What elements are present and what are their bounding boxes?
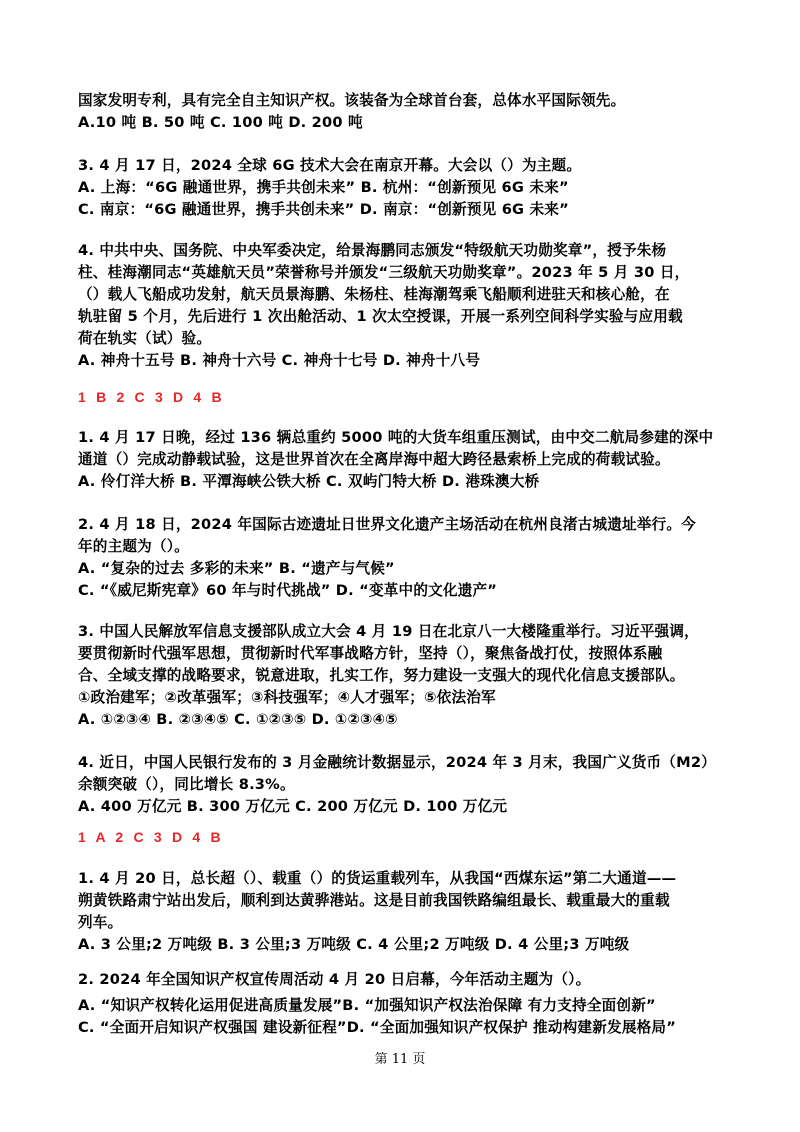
question-line: 3. 中国人民解放军信息支援部队成立大会 4 月 19 日在北京八一大楼隆重举行。习近平强调， — [78, 623, 699, 640]
question-line: 柱、桂海潮同志“英雄航天员”荣誉称号并颁发“三级航天功勋奖章”。2023 年 5 月 30 日， — [78, 264, 690, 281]
question-line: 要贯彻新时代强军思想，贯彻新时代军事战略方针，坚持（），聚焦备战打仗，按照体系融 — [78, 645, 663, 662]
question-line: 轨驻留 5 个月，先后进行 1 次出舱活动、1 次太空授课，开展一系列空间科学实验与应用载 — [78, 308, 683, 325]
question-line: A.10 吨 B. 50 吨 C. 100 吨 D. 200 吨 — [78, 114, 363, 131]
answer-key: 1 A 2 C 3 D 4 B — [78, 829, 224, 845]
question-line: 国家发明专利，具有完全自主知识产权。该装备为全球首台套，总体水平国际领先。 — [78, 92, 626, 109]
question-line: A. 上海：“6G 融通世界，携手共创未来” B. 杭州：“创新预见 6G 未来” — [78, 179, 569, 196]
question-line: A. 神舟十五号 B. 神舟十六号 C. 神舟十七号 D. 神舟十八号 — [78, 352, 481, 369]
question-line: 3. 4 月 17 日，2024 全球 6G 技术大会在南京开幕。大会以（）为主题。 — [78, 157, 582, 174]
question-line: 1. 4 月 17 日晚，经过 136 辆总重约 5000 吨的大货车组重压测试，由中交二航局参建的深中 — [78, 429, 714, 446]
question-line: 朔黄铁路肃宁站出发后，顺利到达黄骅港站。这是目前我国铁路编组最长、载重最大的重载 — [78, 892, 670, 909]
question-line: （）载人飞船成功发射，航天员景海鹏、朱杨柱、桂海潮驾乘飞船顺利进驻天和核心舱，在 — [78, 286, 670, 303]
question-line: 4. 近日，中国人民银行发布的 3 月金融统计数据显示，2024 年 3 月末，我国广义货币（M2） — [78, 754, 716, 771]
question-line: 列车。 — [78, 914, 123, 931]
question-line: 2. 4 月 18 日，2024 年国际古迹遗址日世界文化遗产主场活动在杭州良渚古城遗址举行。今 — [78, 516, 696, 533]
question-line: 通道（）完成动静载试验，这是世界首次在全离岸海中超大跨径悬索桥上完成的荷载试验。 — [78, 451, 670, 468]
question-line: A. 3 公里;2 万吨级 B. 3 公里;3 万吨级 C. 4 公里;2 万吨级 D. 4 公里;3 万吨级 — [78, 936, 630, 953]
question-line: 1. 4 月 20 日，总长超（）、载重（）的货运重载列车，从我国“西煤东运”第二大通道—— — [78, 870, 677, 887]
question-line: A. “知识产权转化运用促进高质量发展”B. “加强知识产权法治保障 有力支持全面创新” — [78, 997, 656, 1014]
question-line: C. “《威尼斯宪章》60 年与时代挑战” D. “变革中的文化遗产” — [78, 582, 498, 599]
question-line: 年的主题为（）。 — [78, 538, 190, 555]
question-line: 2. 2024 年全国知识产权宣传周活动 4 月 20 日启幕，今年活动主题为（）。 — [78, 971, 591, 988]
question-line: A. 400 万亿元 B. 300 万亿元 C. 200 万亿元 D. 100 万亿元 — [78, 798, 508, 815]
question-line: A. “复杂的过去 多彩的未来” B. “遗产与气候” — [78, 560, 395, 577]
page-number: 第 11 页 — [374, 1052, 426, 1067]
question-line: C. “全面开启知识产权强国 建设新征程”D. “全面加强知识产权保护 推动构建新发展格局” — [78, 1019, 676, 1036]
answer-key: 1 B 2 C 3 D 4 B — [78, 389, 225, 405]
question-line: 余额突破（），同比增长 8.3%。 — [78, 776, 295, 793]
question-line: ①政治建军；②改革强军；③科技强军；④人才强军；⑤依法治军 — [78, 689, 496, 706]
question-line: 合、全域支撑的战略要求，锐意进取，扎实工作，努力建设一支强大的现代化信息支援部队。 — [78, 667, 685, 684]
question-line: A. 伶仃洋大桥 B. 平潭海峡公铁大桥 C. 双屿门特大桥 D. 港珠澳大桥 — [78, 473, 540, 490]
question-line: C. 南京：“6G 融通世界，携手共创未来” D. 南京：“创新预见 6G 未来” — [78, 201, 569, 218]
question-line: 4. 中共中央、国务院、中央军委决定，给景海鹏同志颁发“特级航天功勋奖章”，授予朱杨 — [78, 242, 667, 259]
question-line: 荷在轨实（试）验。 — [78, 330, 212, 347]
question-line: A. ①②③④ B. ②③④⑤ C. ①②③⑤ D. ①②③④⑤ — [78, 711, 398, 728]
